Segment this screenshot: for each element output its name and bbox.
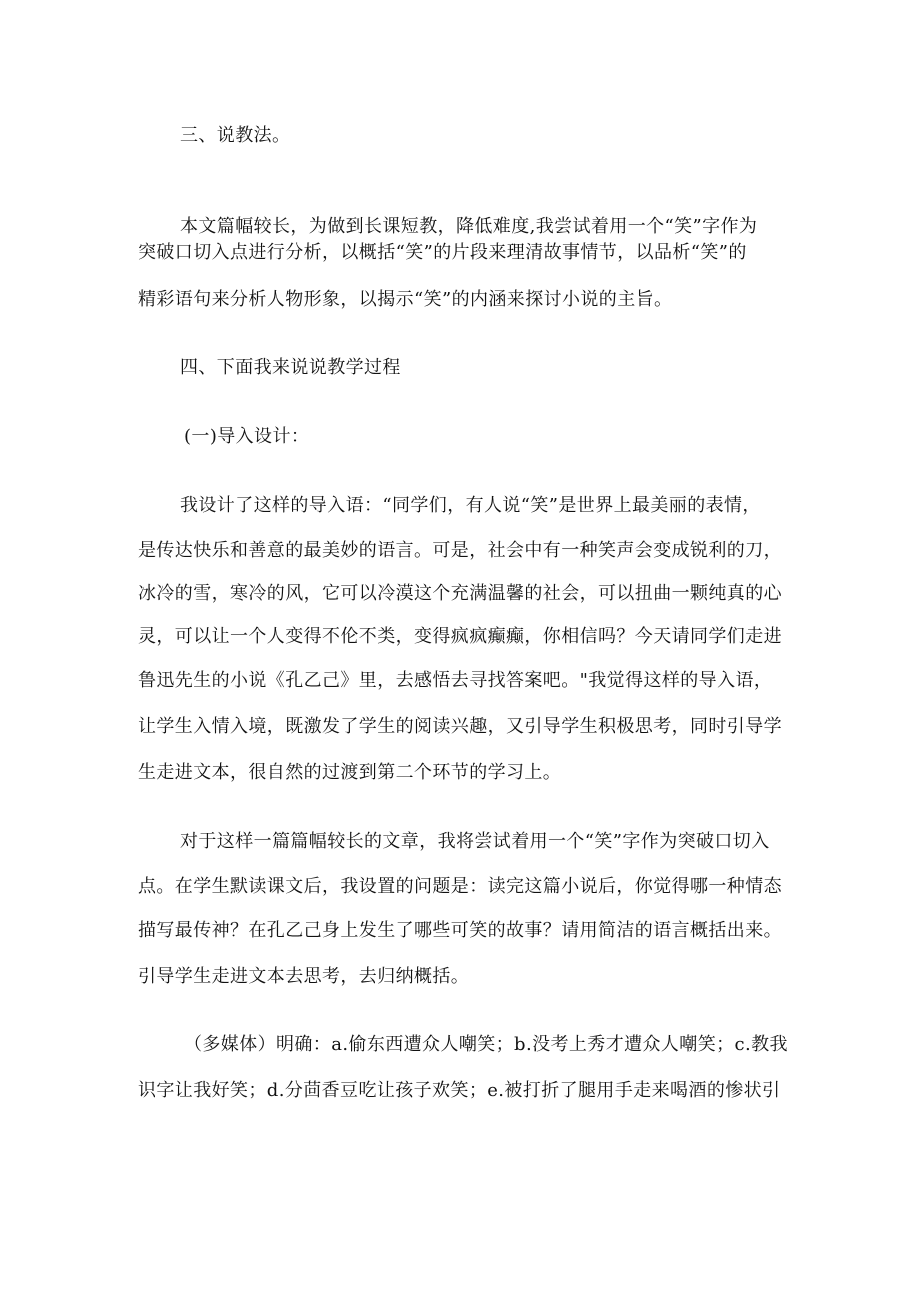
paragraph-line: 冰冷的雪，寒冷的风，它可以冷漠这个充满温馨的社会，可以扭曲一颗纯真的心 — [138, 583, 782, 604]
paragraph-line: 鲁迅先生的小说《孔乙己》里，去感悟去寻找答案吧。"我觉得这样的导入语， — [138, 670, 773, 691]
paragraph-line: 我设计了这样的导入语：“同学们，有人说“笑”是世界上最美丽的表情， — [180, 495, 761, 516]
paragraph-line: 是传达快乐和善意的最美妙的语言。可是，社会中有一种笑声会变成锐利的刀， — [138, 540, 782, 561]
section-heading-teaching-method: 三、说教法。 — [180, 125, 291, 146]
paragraph-line: （多媒体）明确：a.偷东西遭众人嘲笑；b.没考上秀才遭众人嘲笑；c.教我 — [184, 1034, 788, 1055]
paragraph-line: 引导学生走进文本去思考，去归纳概括。 — [138, 966, 470, 987]
paragraph-line: 突破口切入点进行分析，以概括“笑”的片段来理清故事情节，以品析“笑”的 — [138, 242, 747, 263]
paragraph-line: 本文篇幅较长，为做到长课短教，降低难度,我尝试着用一个“笑”字作为 — [180, 216, 758, 237]
paragraph-line: 精彩语句来分析人物形象，以揭示“笑”的内涵来探讨小说的主旨。 — [138, 289, 673, 310]
section-heading-teaching-process: 四、下面我来说说教学过程 — [180, 357, 401, 378]
paragraph-line: 识字让我好笑；d.分茴香豆吃让孩子欢笑；e.被打折了腿用手走来喝酒的惨状引 — [138, 1080, 781, 1101]
subsection-heading-intro-design: (一)导入设计： — [184, 426, 310, 447]
paragraph-line: 让学生入情入境，既激发了学生的阅读兴趣，又引导学生积极思考，同时引导学 — [138, 716, 782, 737]
paragraph-line: 生走进文本，很自然的过渡到第二个环节的学习上。 — [138, 762, 562, 783]
paragraph-line: 点。在学生默读课文后，我设置的问题是：读完这篇小说后，你觉得哪一种情态 — [138, 876, 782, 897]
paragraph-line: 描写最传神？在孔乙己身上发生了哪些可笑的故事？请用简洁的语言概括出来。 — [138, 920, 782, 941]
paragraph-line: 对于这样一篇篇幅较长的文章，我将尝试着用一个“笑”字作为突破口切入 — [180, 831, 770, 852]
paragraph-line: 灵，可以让一个人变得不伦不类，变得疯疯癫癫，你相信吗？今天请同学们走进 — [138, 626, 782, 647]
